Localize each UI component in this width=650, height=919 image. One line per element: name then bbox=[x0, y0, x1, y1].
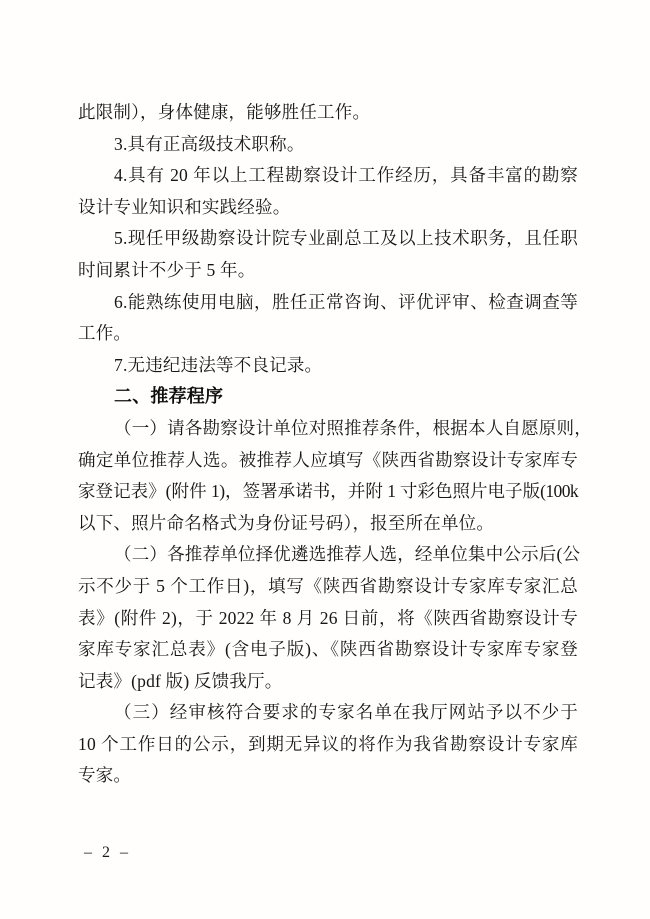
text-line: 7.无违纪违法等不良记录。 bbox=[114, 354, 323, 375]
text-line: （一）请各勘察设计单位对照推荐条件，根据本人自愿原则， bbox=[114, 417, 592, 438]
text-line: 设计专业知识和实践经验。 bbox=[78, 196, 291, 217]
text-line: （二）各推荐单位择优遴选推荐人选，经单位集中公示后(公 bbox=[114, 544, 581, 565]
text-line: 记表》(pdf 版) 反馈我厅。 bbox=[78, 670, 283, 691]
text-line: 工作。 bbox=[78, 323, 132, 344]
text-line: 10 个工作日的公示，到期无异议的将作为我省勘察设计专家库 bbox=[78, 733, 578, 754]
text-line: 4.具有 20 年以上工程勘察设计工作经历，具备丰富的勘察 bbox=[114, 165, 578, 186]
text-line: 3.具有正高级技术职称。 bbox=[114, 133, 305, 154]
document-body bbox=[78, 97, 592, 792]
text-line: 5.现任甲级勘察设计院专业副总工及以上技术职务，且任职 bbox=[114, 228, 578, 249]
text-line: 专家。 bbox=[78, 765, 132, 786]
text-line: 家登记表》(附件 1)，签署承诺书，并附 1 寸彩色照片电子版(100k bbox=[78, 481, 578, 502]
text-line: 示不少于 5 个工作日)，填写《陕西省勘察设计专家库专家汇总 bbox=[78, 575, 578, 596]
text-line: 6.能熟练使用电脑，胜任正常咨询、评优评审、检查调查等 bbox=[114, 291, 578, 312]
text-line: （三）经审核符合要求的专家名单在我厅网站予以不少于 bbox=[114, 702, 578, 723]
text-line: 确定单位推荐人选。被推荐人应填写《陕西省勘察设计专家库专 bbox=[78, 449, 578, 470]
text-line: 时间累计不少于 5 年。 bbox=[78, 259, 256, 280]
text-line: 家库专家汇总表》(含电子版)、《陕西省勘察设计专家库专家登 bbox=[78, 639, 578, 660]
page-number: – 2 – bbox=[84, 844, 131, 861]
section-heading: 二、推荐程序 bbox=[114, 386, 224, 407]
text-line: 表》(附件 2)，于 2022 年 8 月 26 日前，将《陕西省勘察设计专 bbox=[78, 607, 578, 628]
text-line: 以下、照片命名格式为身份证号码），报至所在单位。 bbox=[78, 512, 495, 533]
text-line: 此限制），身体健康，能够胜任工作。 bbox=[78, 102, 371, 122]
